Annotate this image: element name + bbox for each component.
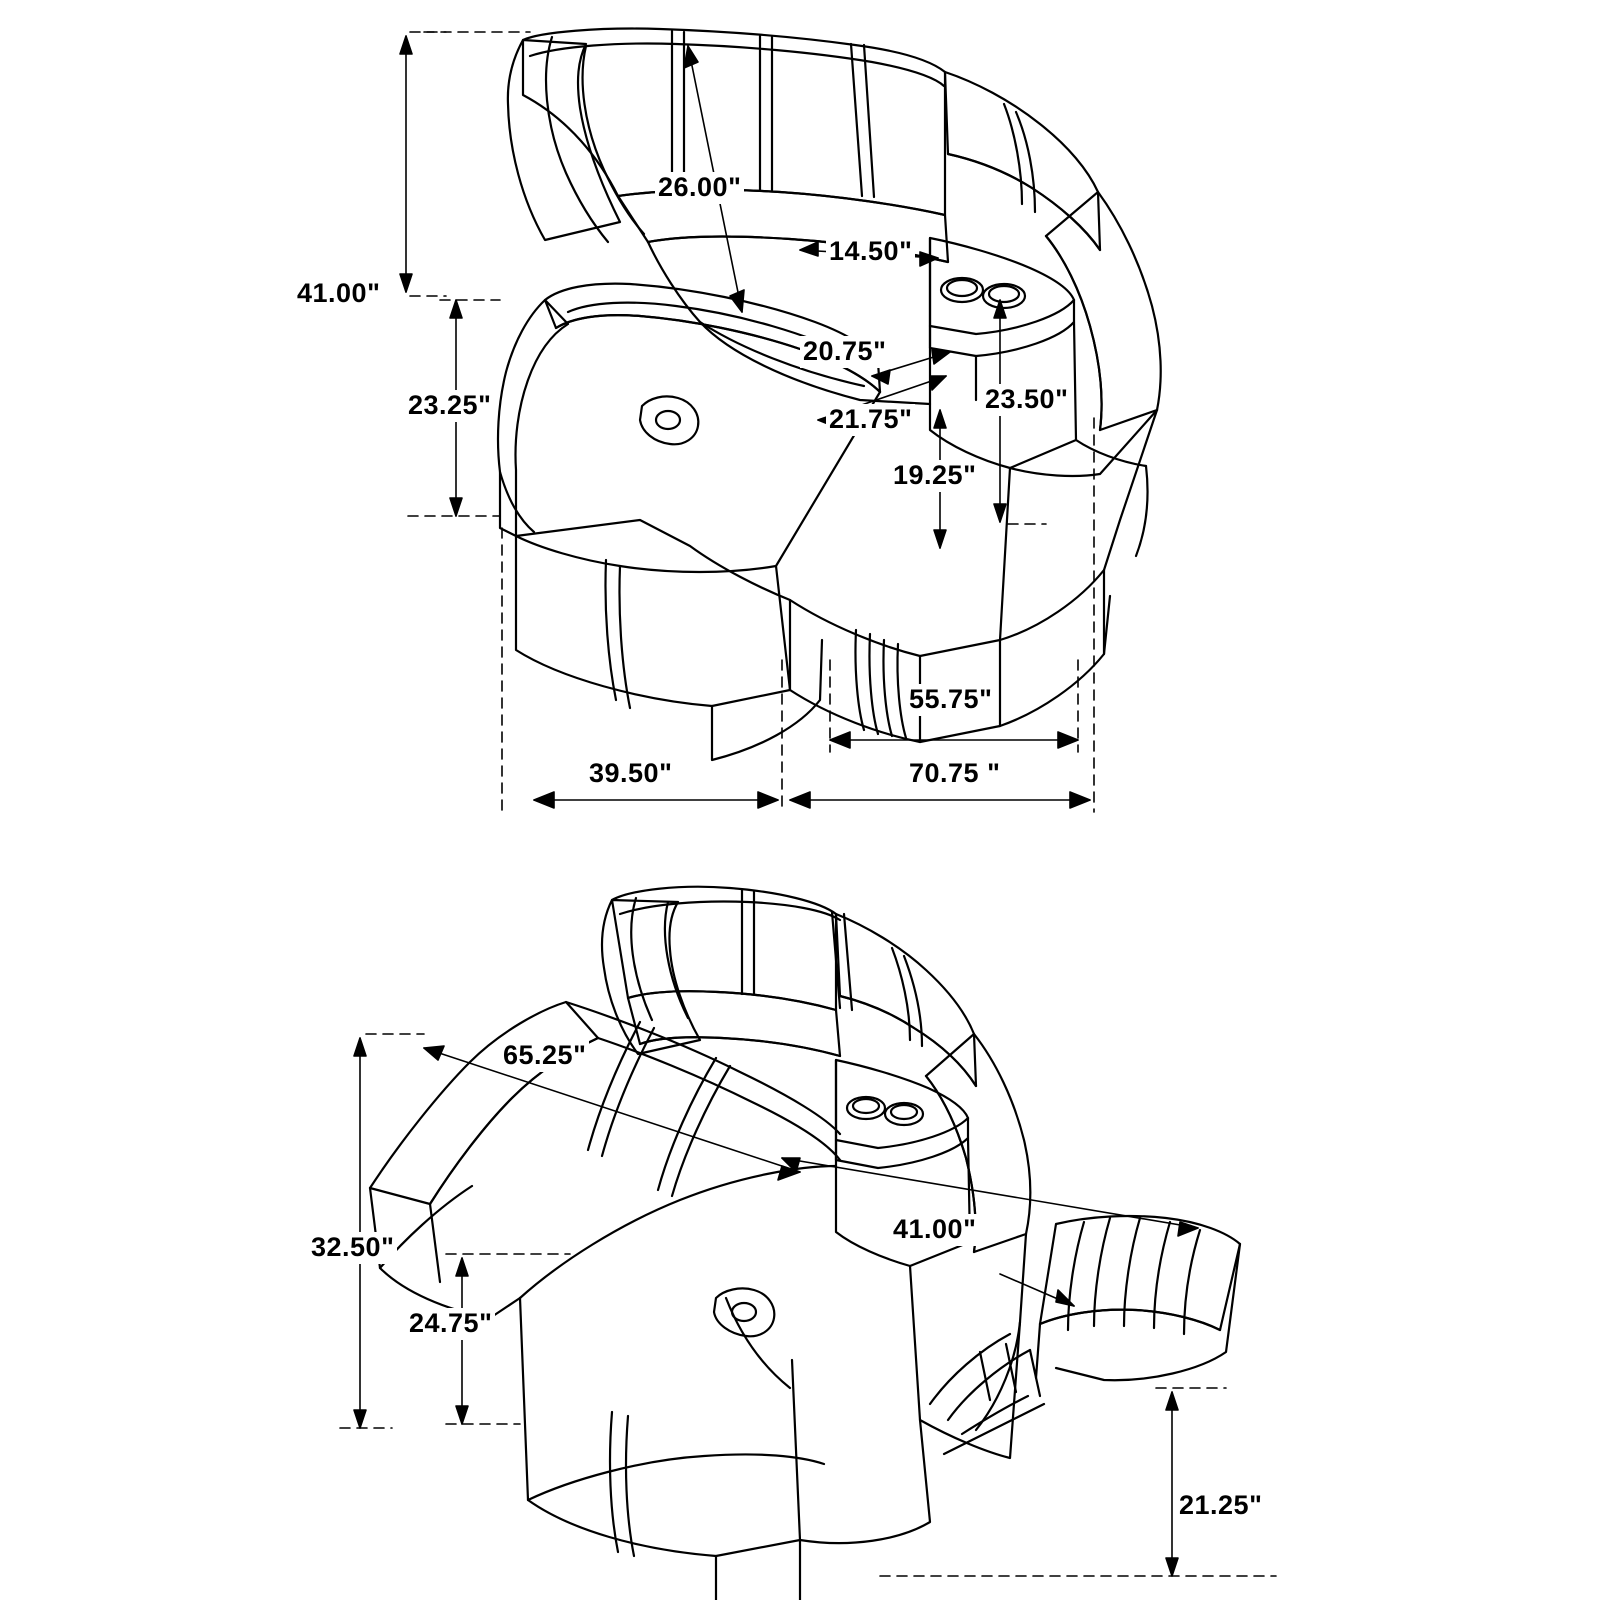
dimension-label-console-width: 14.50" <box>826 236 915 268</box>
reclined-dimension-lines <box>340 1034 1276 1576</box>
dimension-label-overall-width: 70.75 " <box>906 758 1003 790</box>
dimension-label-reclined-depth: 41.00" <box>890 1214 979 1246</box>
dimension-label-side-depth: 39.50" <box>586 758 675 790</box>
dimension-label-seat-cushion-depth: 19.25" <box>890 460 979 492</box>
reclined-sofa-illustration <box>370 887 1240 1600</box>
dimension-label-back-cushion-height: 26.00" <box>655 172 744 204</box>
dimension-label-footrest-height: 21.25" <box>1176 1490 1265 1522</box>
dimension-label-arm-height: 23.50" <box>982 384 1071 416</box>
dimension-label-seat-width: 21.75" <box>826 404 915 436</box>
dimension-label-reclined-back-height: 24.75" <box>406 1308 495 1340</box>
dimension-label-inside-width: 55.75" <box>906 684 995 716</box>
dimension-label-reclined-height: 32.50" <box>308 1232 397 1264</box>
dimension-label-seat-depth: 20.75" <box>800 336 889 368</box>
dimension-label-overall-height: 41.00" <box>294 278 383 310</box>
dimension-label-seat-height: 23.25" <box>405 390 494 422</box>
dimension-label-reclined-length: 65.25" <box>500 1040 589 1072</box>
